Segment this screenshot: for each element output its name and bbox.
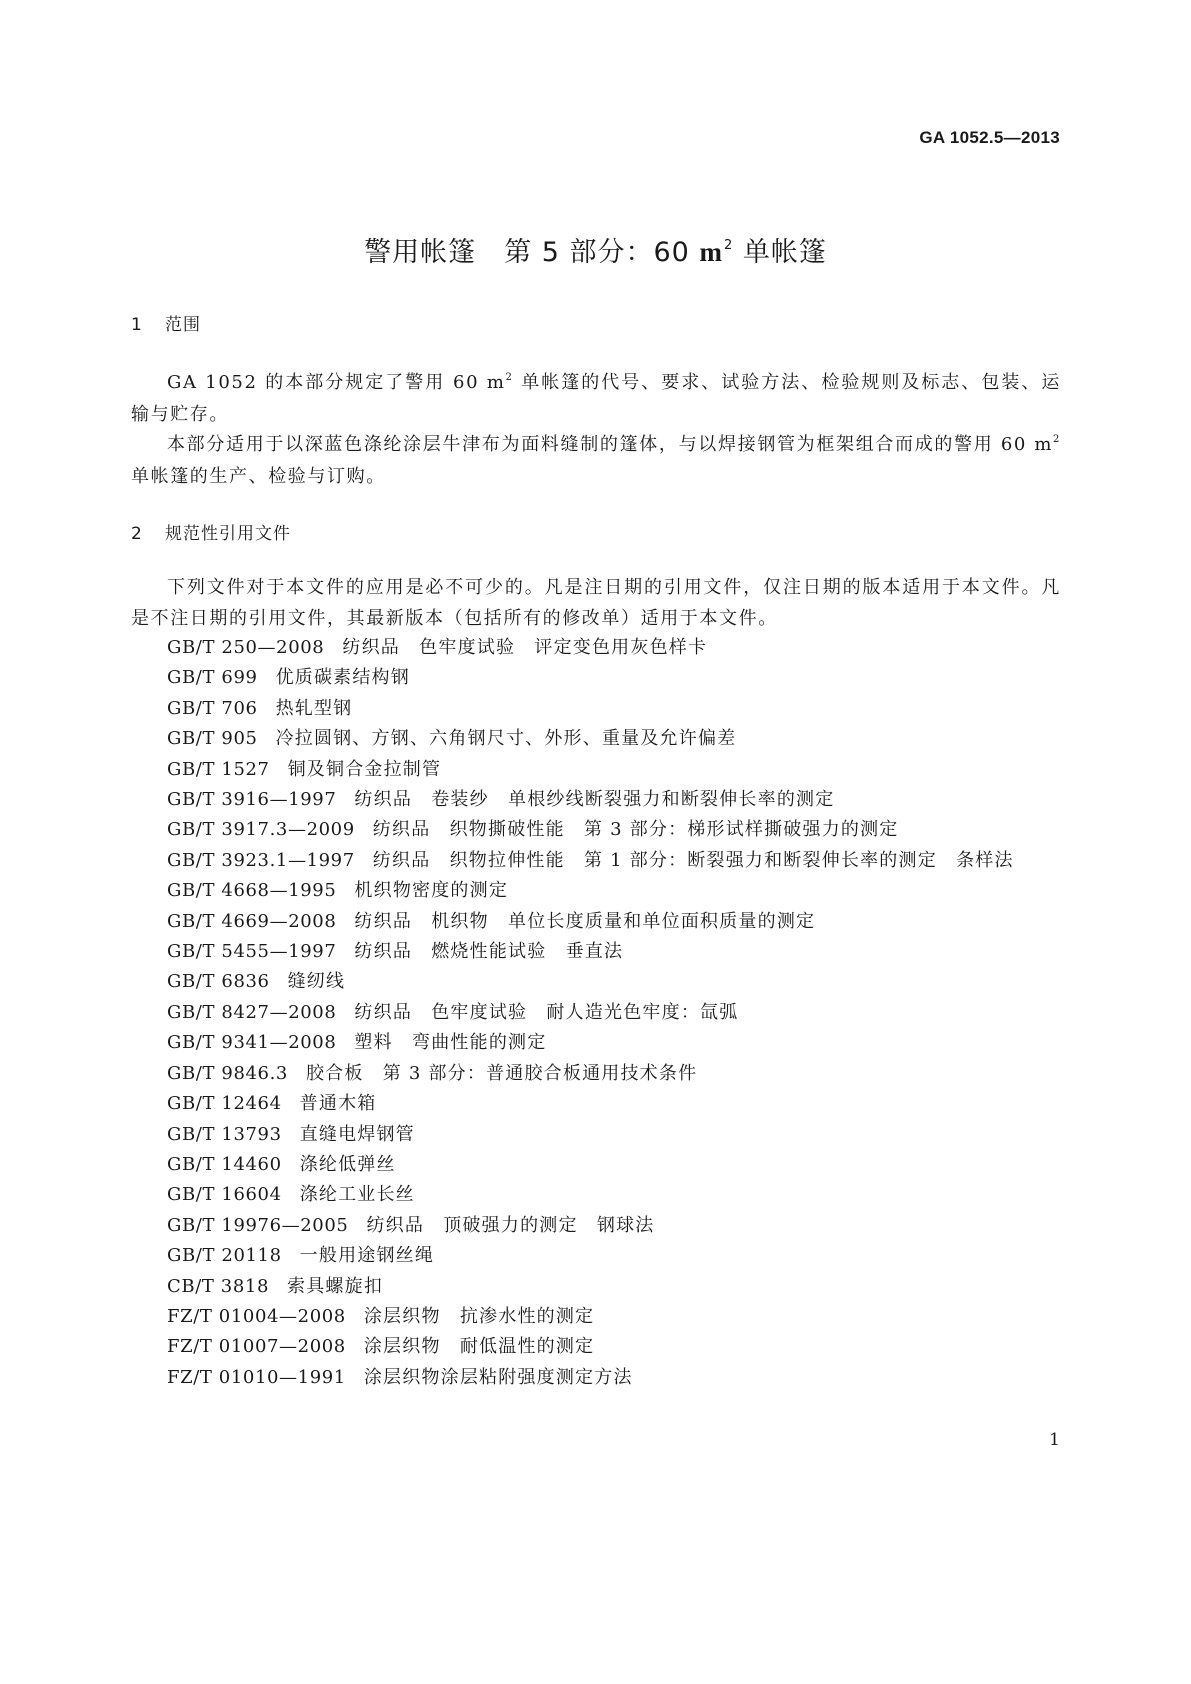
scope-paragraph-1: GA 1052 的本部分规定了警用 60 $m^2$ 单帐篷的代号、要求、试验方法、检验规则及标志、包装、运输与贮存。: [131, 372, 1061, 425]
reference-item: GB/T 20118 一般用途钢丝绳: [167, 1245, 435, 1267]
reference-item: GB/T 9341—2008 塑料 弯曲性能的测定: [167, 1032, 547, 1054]
reference-item: GB/T 905 冷拉圆钢、方钢、六角钢尺寸、外形、重量及允许偏差: [167, 728, 737, 750]
document-title: [0, 230, 1191, 269]
reference-item: GB/T 12464 普通木箱: [167, 1093, 377, 1115]
reference-item: GB/T 3916—1997 纺织品 卷装纱 单根纱线断裂强力和断裂伸长率的测定: [167, 789, 835, 811]
title-suffix: 单帐篷: [733, 237, 827, 268]
reference-item: FZ/T 01007—2008 涂层织物 耐低温性的测定: [167, 1336, 595, 1358]
section-number: 2: [131, 524, 143, 544]
section-number: 1: [131, 315, 143, 335]
reference-item: GB/T 6836 缝纫线: [167, 971, 346, 993]
reference-item: GB/T 13793 直缝电焊钢管: [167, 1123, 415, 1145]
reference-item: GB/T 9846.3 胶合板 第 3 部分：普通胶合板通用技术条件: [167, 1062, 698, 1084]
reference-item: GB/T 5455—1997 纺织品 燃烧性能试验 垂直法: [167, 941, 624, 963]
reference-item: FZ/T 01010—1991 涂层织物涂层粘附强度测定方法: [167, 1366, 633, 1388]
scope-paragraph-2: 本部分适用于以深蓝色涤纶涂层牛津布为面料缝制的篷体，与以焊接钢管为框架组合而成的警用 60 $m^2$ 单帐篷的生产、检验与订购。: [131, 434, 1061, 487]
references-intro: 下列文件对于本文件的应用是必不可少的。凡是注日期的引用文件，仅注日期的版本适用于本文件。凡是不注日期的引用文件，其最新版本（包括所有的修改单）适用于本文件。: [131, 577, 1061, 629]
reference-item: GB/T 19976—2005 纺织品 顶破强力的测定 钢球法: [167, 1214, 655, 1236]
title-main: 警用帐篷 第 5 部分：60: [364, 237, 700, 268]
reference-item: GB/T 4668—1995 机织物密度的测定: [167, 880, 509, 902]
reference-item: GB/T 8427—2008 纺织品 色牢度试验 耐人造光色牢度：氙弧: [167, 1001, 739, 1023]
reference-item: FZ/T 01004—2008 涂层织物 抗渗水性的测定: [167, 1305, 595, 1327]
reference-item: GB/T 250—2008 纺织品 色牢度试验 评定变色用灰色样卡: [167, 637, 708, 658]
section-1-heading: [131, 310, 201, 335]
reference-item: GB/T 699 优质碳素结构钢: [167, 667, 410, 689]
reference-item: GB/T 706 热轧型钢: [167, 697, 353, 719]
reference-item: GB/T 16604 涤纶工业长丝: [167, 1184, 415, 1206]
section-2-heading: [131, 519, 291, 544]
section-title: 规范性引用文件: [165, 524, 291, 544]
reference-list: [131, 633, 1061, 1393]
reference-item: GB/T 3923.1—1997 纺织品 织物拉伸性能 第 1 部分：断裂强力和断裂伸长率的测定 条样法: [167, 849, 1014, 871]
reference-item: GB/T 4669—2008 纺织品 机织物 单位长度质量和单位面积质量的测定: [167, 910, 816, 932]
reference-item: CB/T 3818 索具螺旋扣: [167, 1275, 384, 1297]
title-unit: m: [699, 237, 723, 267]
standard-code: GA 1052.5—2013: [919, 128, 1060, 147]
reference-item: GB/T 1527 铜及铜合金拉制管: [167, 758, 442, 780]
title-unit-superscript: 2: [723, 238, 734, 253]
reference-item: GB/T 3917.3—2009 纺织品 织物撕破性能 第 3 部分：梯形试样撕破强力的测定: [167, 819, 899, 841]
page-number: 1: [1049, 1430, 1060, 1450]
reference-item: GB/T 14460 涤纶低弹丝: [167, 1153, 396, 1175]
section-title: 范围: [165, 315, 201, 335]
